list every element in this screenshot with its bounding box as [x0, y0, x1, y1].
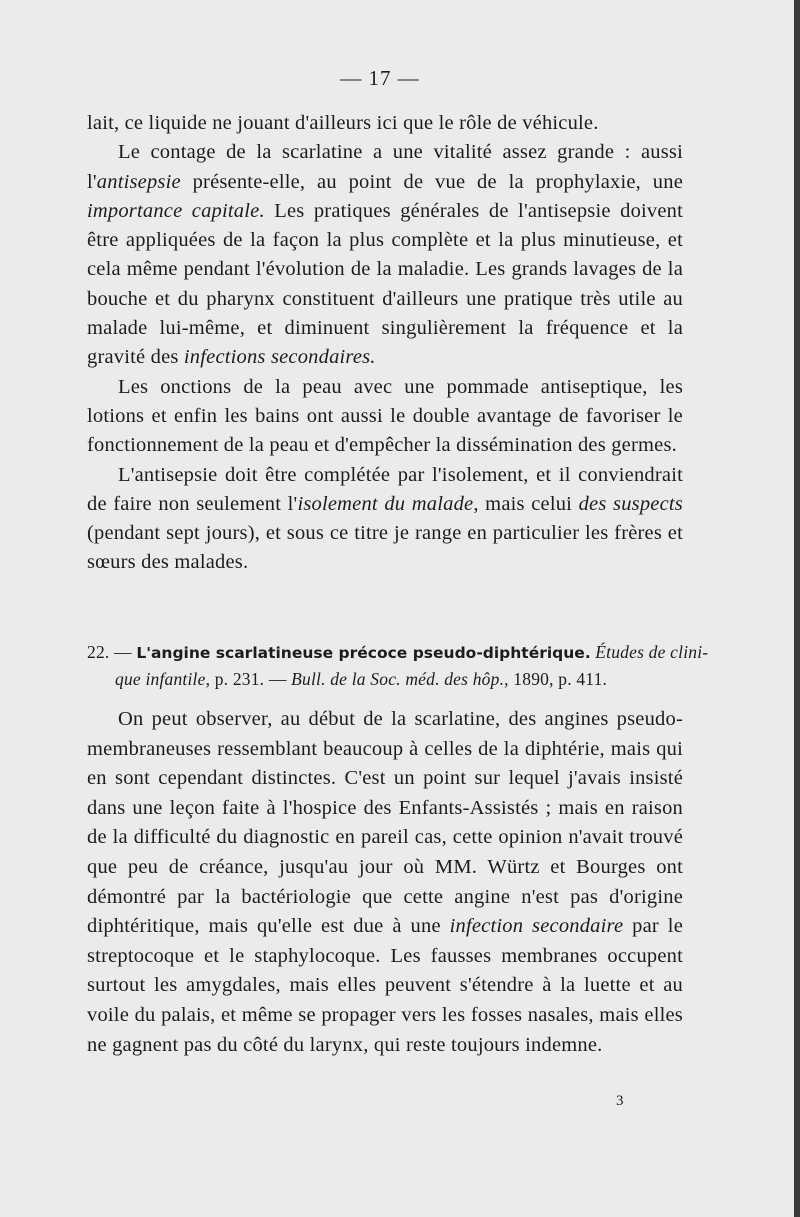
signature-mark: 3: [616, 1093, 624, 1109]
reference-title: L'angine scarlatineuse précoce pseudo-diphtérique.: [136, 644, 591, 662]
reference-work: que infantile: [115, 669, 206, 689]
text-run: L'antisepsie doit être complétée par l'isolement, et il conviendrait de faire non seulement l': [87, 463, 683, 515]
paragraph-onctions: [87, 373, 683, 461]
paragraph-angine: [87, 705, 683, 1060]
italic-term: isolement du malade: [297, 492, 474, 515]
text-run: lait, ce liquide ne jouant d'ailleurs ici que le rôle de véhicule.: [87, 112, 599, 134]
italic-term: infections secondaires.: [183, 346, 376, 369]
reference-work: Études de clini-: [590, 642, 709, 662]
text-run: Le contage de la scarlatine a une vitalité assez grande : aussi l': [87, 141, 683, 193]
italic-term: des suspects: [578, 492, 683, 515]
reference-pages: , 1890, p. 411.: [504, 669, 608, 689]
text-run: Les pratiques générales de l'antisepsie doivent être appliquées de la façon la plus complète et la plus minutieuse, et cela même pendant l'évolution de la maladie. Les grands lavages de la bouche et du pharynx constituent d'ailleurs une pratique très utile au malade lui-même, et diminuent singulièrement la fréquence et la gravité des: [87, 199, 684, 369]
italic-term: infection secondaire: [449, 915, 624, 938]
text-run: , mais celui: [473, 492, 579, 515]
reference-line: [87, 639, 709, 666]
reference-journal: Bull. de la Soc. méd. des hôp.: [291, 669, 505, 689]
bibliographic-reference: [87, 639, 709, 692]
paragraph-isolement: [87, 461, 683, 578]
section-antisepsis: [87, 109, 683, 578]
reference-number: 22. —: [87, 642, 137, 662]
text-run: présente-elle, au point de vue de la prophylaxie, une: [180, 170, 683, 193]
reference-line: [87, 666, 683, 692]
text-run: par le streptocoque et le staphylocoque. Les fausses membranes occupent surtout les amygdales, mais elles peuvent s'étendre à la luette et au voile du palais, et même se propager vers les fosses nasales, mais elles ne gagnent pas du côté du larynx, qui reste toujours indemne.: [87, 915, 683, 1056]
page-edge-shadow: [794, 0, 800, 1217]
text-run: Les onctions de la peau avec une pommade antiseptique, les lotions et enfin les bains ont aussi le double avantage de favoriser le fonctionnement de la peau et d'empêcher la dissémination des germes.: [87, 375, 683, 457]
text-run: (pendant sept jours), et sous ce titre je range en particulier les frères et sœurs des malades.: [87, 522, 683, 574]
reference-pages: , p. 231. —: [205, 669, 292, 689]
section-angine: [87, 705, 683, 1060]
paragraph-continuation: [87, 109, 683, 138]
text-run: On peut observer, au début de la scarlatine, des angines pseudo-membraneuses ressemblant beaucoup à celles de la diphtérie, mais qui en sont cependant distinctes. C'est un point sur lequel j'avais insisté dans une leçon faite à l'hospice des Enfants-Assistés ; mais en raison de la difficulté du diagnostic en pareil cas, cette opinion n'avait trouvé que peu de créance, jusqu'au jour où MM. Würtz et Bourges ont démontré par la bactériologie que cette angine n'est pas d'origine diphtéritique, mais qu'elle est due à une: [87, 708, 683, 938]
italic-term: importance capitale.: [87, 199, 265, 222]
italic-term: antisepsie: [96, 170, 181, 193]
paragraph-contagion: [87, 138, 683, 372]
page-number: — 17 —: [340, 66, 420, 90]
